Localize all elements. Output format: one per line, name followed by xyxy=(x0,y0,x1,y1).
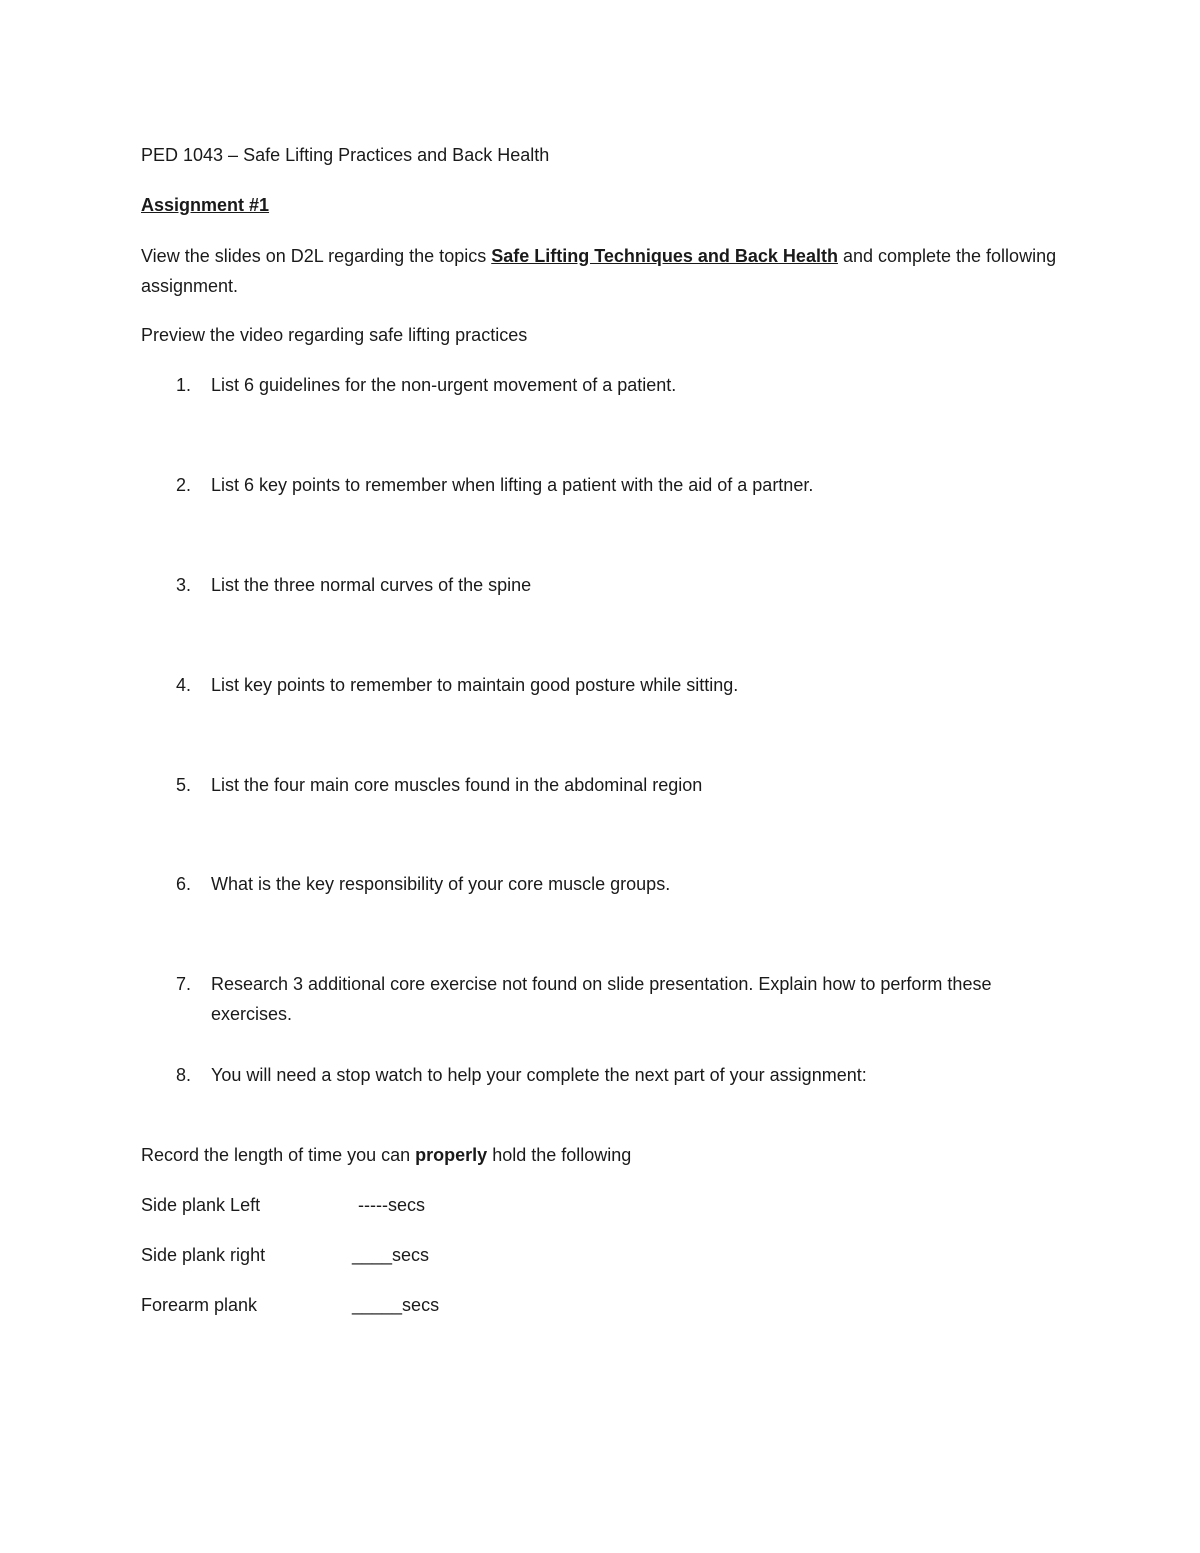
timing-label: Side plank right xyxy=(141,1245,266,1265)
question-item xyxy=(176,1060,1056,1090)
question-item xyxy=(176,670,1056,700)
question-item xyxy=(176,869,1056,899)
question-text: What is the key responsibility of your core muscle groups. xyxy=(211,874,671,894)
question-number: 8. xyxy=(176,1065,192,1085)
timing-value: -----secs xyxy=(358,1195,425,1215)
intro-paragraph xyxy=(141,241,1061,301)
question-item xyxy=(176,969,1056,1029)
question-text: Research 3 additional core exercise not found on slide presentation. Explain how to perform these exercises. xyxy=(211,974,992,1024)
question-number: 5. xyxy=(176,775,192,795)
question-text: List 6 guidelines for the non-urgent movement of a patient. xyxy=(211,375,677,395)
question-number: 1. xyxy=(176,375,192,395)
question-text: List 6 key points to remember when lifting a patient with the aid of a partner. xyxy=(211,475,814,495)
question-item xyxy=(176,570,1056,600)
record-text-before: Record the length of time you can xyxy=(141,1145,416,1165)
timing-label: Side plank Left xyxy=(141,1195,261,1215)
intro-topic: Safe Lifting Techniques and Back Health xyxy=(491,246,838,266)
question-item xyxy=(176,470,1056,500)
timing-value: _____secs xyxy=(352,1295,440,1315)
question-text: You will need a stop watch to help your complete the next part of your assignment: xyxy=(211,1065,867,1085)
course-title: PED 1043 – Safe Lifting Practices and Back Health xyxy=(141,145,550,165)
record-emphasis: properly xyxy=(415,1145,488,1165)
assignment-heading: Assignment #1 xyxy=(141,195,270,215)
question-item xyxy=(176,370,1056,400)
record-text-after: hold the following xyxy=(487,1145,632,1165)
question-text: List the four main core muscles found in the abdominal region xyxy=(211,775,703,795)
preview-line: Preview the video regarding safe lifting practices xyxy=(141,325,528,345)
question-number: 6. xyxy=(176,874,192,894)
question-text: List the three normal curves of the spine xyxy=(211,575,532,595)
question-item xyxy=(176,770,1056,800)
intro-text-after: and complete the following assignment. xyxy=(141,246,1057,296)
question-text: List key points to remember to maintain good posture while sitting. xyxy=(211,675,739,695)
question-number: 2. xyxy=(176,475,192,495)
question-number: 7. xyxy=(176,974,192,994)
intro-text-before: View the slides on D2L regarding the topics xyxy=(141,246,492,266)
record-instruction xyxy=(141,1140,631,1170)
question-number: 3. xyxy=(176,575,192,595)
timing-value: ____secs xyxy=(352,1245,430,1265)
timing-label: Forearm plank xyxy=(141,1295,258,1315)
question-number: 4. xyxy=(176,675,192,695)
